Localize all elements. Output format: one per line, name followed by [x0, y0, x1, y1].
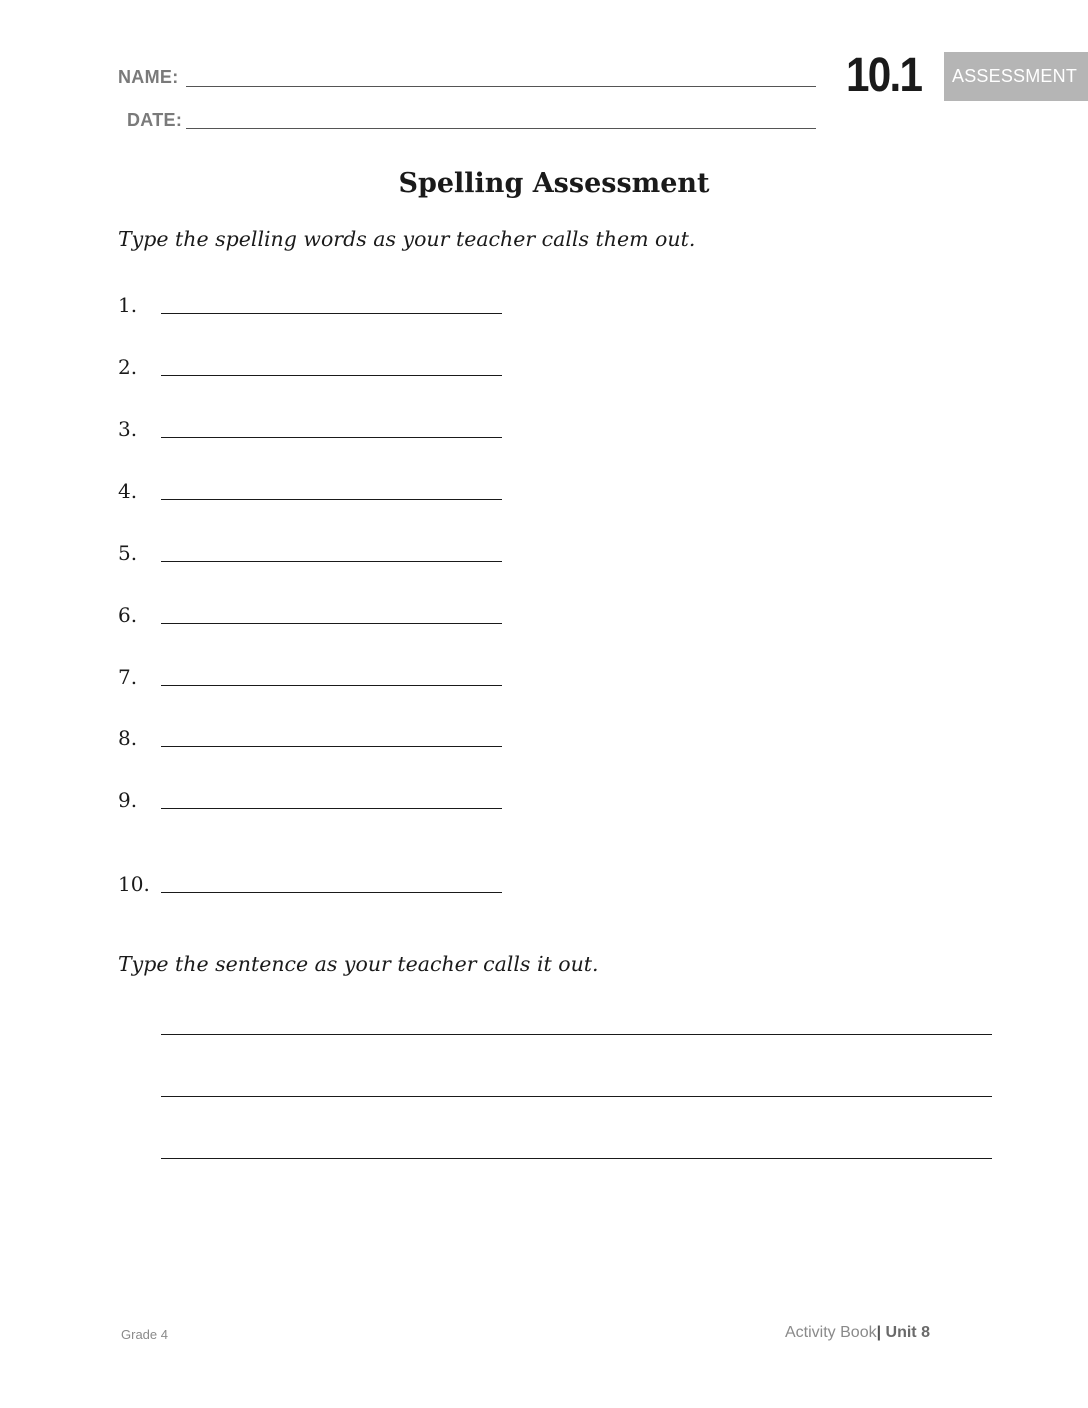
answer-number: 1.: [118, 293, 138, 317]
answer-line[interactable]: [161, 313, 502, 314]
date-label: DATE:: [127, 110, 183, 130]
assessment-tab: [944, 52, 1088, 101]
sentence-line-1[interactable]: [161, 1034, 992, 1035]
date-field[interactable]: [186, 128, 816, 129]
answer-line[interactable]: [161, 892, 502, 893]
answer-number: 8.: [118, 726, 138, 750]
answer-number: 4.: [118, 479, 138, 503]
answer-number: 7.: [118, 665, 138, 689]
answer-line[interactable]: [161, 437, 502, 438]
answer-line[interactable]: [161, 685, 502, 686]
footer-book-title: Activity Book: [785, 1324, 877, 1341]
answer-line[interactable]: [161, 375, 502, 376]
answer-row-4: [118, 479, 518, 509]
footer-separator: |: [876, 1324, 882, 1341]
answer-row-3: [118, 417, 518, 447]
page-title: Spelling Assessment: [398, 168, 710, 199]
answer-line[interactable]: [161, 499, 502, 500]
answer-row-8: [118, 726, 518, 756]
answer-number: 3.: [118, 417, 138, 441]
assessment-tab-label: ASSESSMENT: [952, 66, 1078, 86]
answer-row-2: [118, 355, 518, 385]
instruction-sentence: Type the sentence as your teacher calls it out.: [118, 952, 599, 976]
instruction-words: Type the spelling words as your teacher calls them out.: [118, 227, 696, 251]
answer-row-5: [118, 541, 518, 571]
answer-number: 2.: [118, 355, 138, 379]
sentence-line-3[interactable]: [161, 1158, 992, 1159]
answer-line[interactable]: [161, 623, 502, 624]
answer-line[interactable]: [161, 561, 502, 562]
footer-grade: Grade 4: [121, 1327, 168, 1342]
answer-row-6: [118, 603, 518, 633]
answer-row-9: [118, 788, 518, 818]
answer-line[interactable]: [161, 746, 502, 747]
answer-row-7: [118, 665, 518, 695]
name-field[interactable]: [186, 86, 816, 87]
answer-row-10: [118, 872, 518, 902]
answer-number: 5.: [118, 541, 138, 565]
answer-number: 9.: [118, 788, 138, 812]
sentence-line-2[interactable]: [161, 1096, 992, 1097]
answer-number: 10.: [118, 872, 150, 896]
footer-book-info: [785, 1324, 930, 1342]
footer-unit: Unit 8: [885, 1324, 930, 1341]
name-label: NAME:: [118, 67, 179, 87]
lesson-number: 10.1: [846, 49, 922, 102]
answer-line[interactable]: [161, 808, 502, 809]
answer-row-1: [118, 293, 518, 323]
answer-number: 6.: [118, 603, 138, 627]
